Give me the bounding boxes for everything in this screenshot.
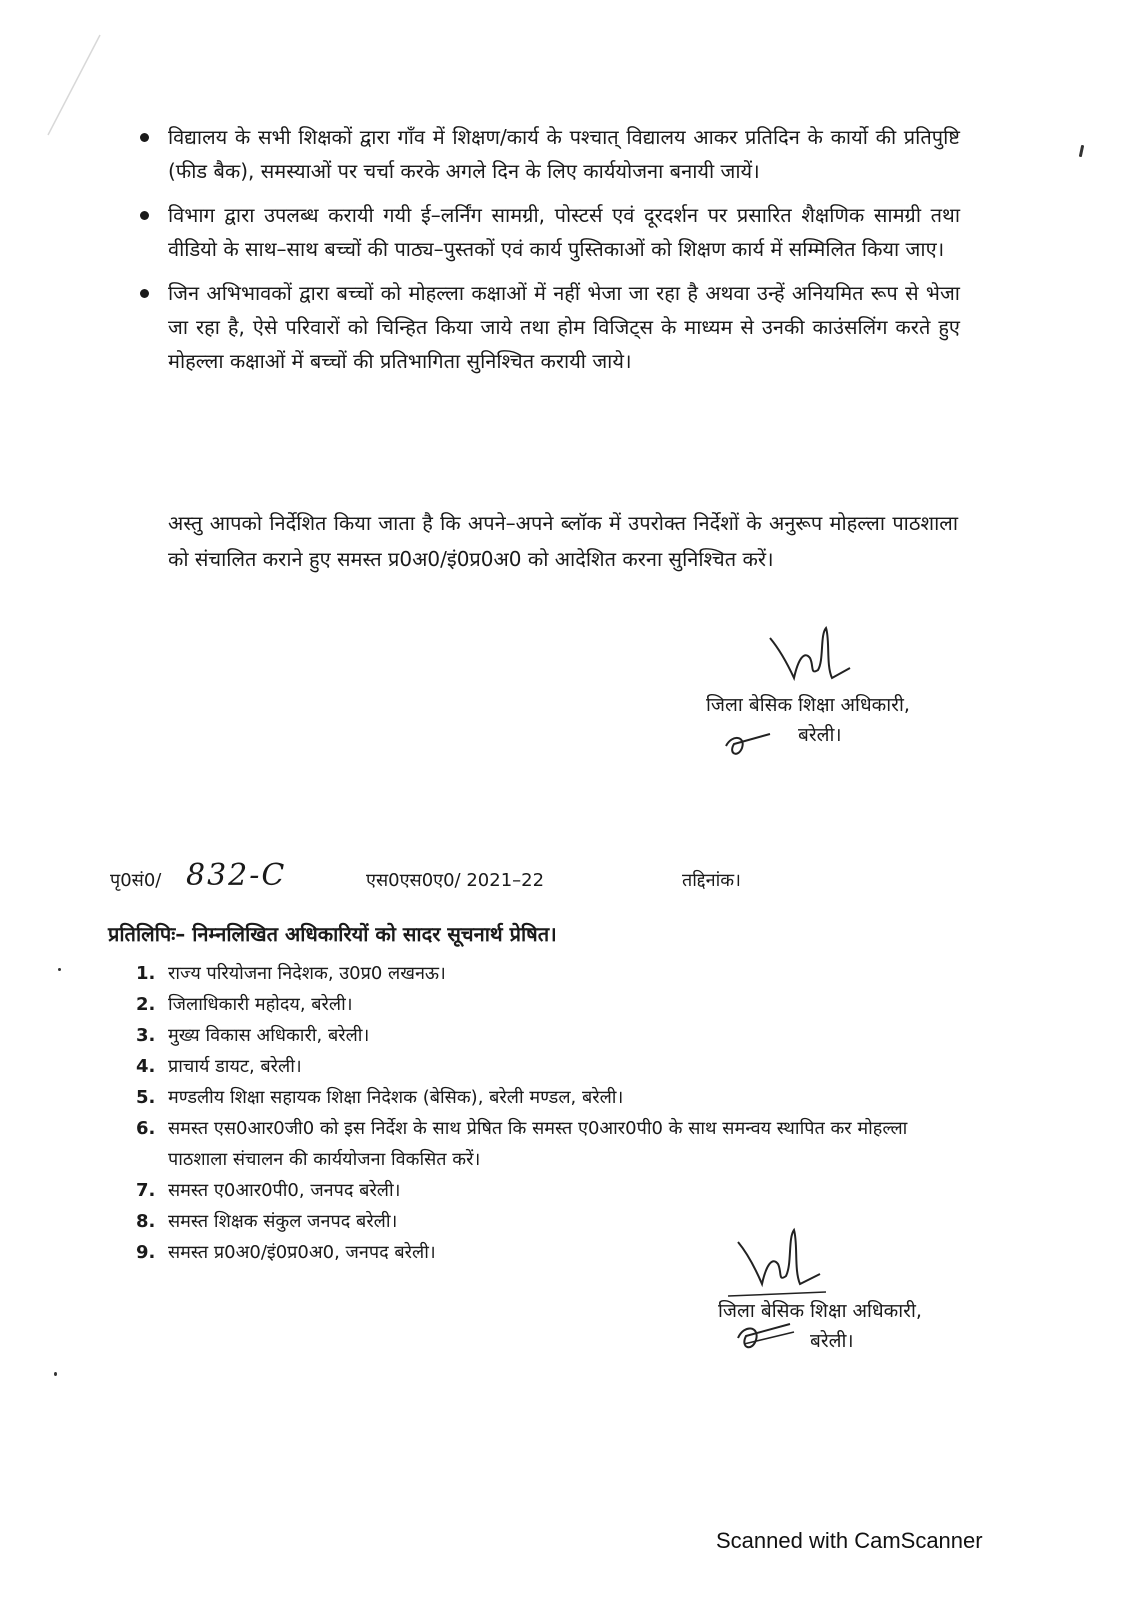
- signature-block: [706, 690, 910, 750]
- list-item: [136, 1113, 916, 1175]
- list-text: समस्त एस0आर0जी0 को इस निर्देश के साथ प्रेषित कि समस्त ए0आर0पी0 के साथ समन्वय स्थापित कर मोहल्ला पाठशाला संचालन की कार्ययोजना विकसित करें।: [168, 1118, 908, 1170]
- signature-scribble: [760, 620, 860, 690]
- list-text: प्राचार्य डायट, बरेली।: [168, 1056, 302, 1077]
- signatory-place: बरेली।: [798, 724, 842, 746]
- bullet-item: [140, 120, 960, 188]
- list-item: [136, 958, 916, 989]
- reference-date: तद्दिनांक।: [682, 870, 741, 891]
- reference-code: एस0एस0ए0/ 2021–22: [366, 870, 545, 891]
- directive-paragraph: अस्तु आपको निर्देशित किया जाता है कि अपने–अपने ब्लॉक में उपरोक्त निर्देशों के अनुरूप मोहल्ला पाठशाला को संचालित कराने हुए समस्त प्र0अ0/इं0प्र0अ0 को आदेशित करना सुनिश्चित करें।: [168, 511, 958, 571]
- reference-prefix: पृ0सं0/: [110, 870, 162, 891]
- scanner-watermark: Scanned with CamScanner: [716, 1528, 983, 1553]
- list-text: समस्त ए0आर0पी0, जनपद बरेली।: [168, 1180, 401, 1201]
- list-number: 7.: [136, 1180, 156, 1201]
- bullet-dot: [140, 211, 149, 220]
- list-text: समस्त शिक्षक संकुल जनपद बरेली।: [168, 1211, 398, 1232]
- signatory-title: जिला बेसिक शिक्षा अधिकारी,: [706, 694, 910, 716]
- scan-speck: [58, 968, 61, 971]
- list-text: राज्य परियोजना निदेशक, उ0प्र0 लखनऊ।: [168, 963, 446, 984]
- reference-row: [110, 858, 870, 902]
- list-item: [136, 1175, 916, 1206]
- scan-speck: [54, 1372, 57, 1376]
- list-item: [136, 989, 916, 1020]
- list-number: 6.: [136, 1118, 156, 1139]
- reference-number-handwritten: 832-C: [186, 858, 287, 893]
- signatory-title: जिला बेसिक शिक्षा अधिकारी,: [718, 1300, 922, 1322]
- list-number: 4.: [136, 1056, 156, 1077]
- scan-streak: [40, 30, 110, 140]
- bullet-item: [140, 276, 960, 378]
- bullet-text: विद्यालय के सभी शिक्षकों द्वारा गाँव में शिक्षण/कार्य के पश्चात् विद्यालय आकर प्रतिदिन के कार्यो की प्रतिपुष्टि (फीड बैक), समस्याओं पर चर्चा करके अगले दिन के लिए कार्ययोजना बनायी जायें।: [168, 125, 960, 183]
- bullet-text: जिन अभिभावकों द्वारा बच्चों को मोहल्ला कक्षाओं में नहीं भेजा जा रहा है अथवा उन्हें अनियमित रूप से भेजा जा रहा है, ऐसे परिवारों को चिन्हित किया जाये तथा होम विजिट्स के माध्यम से उनकी काउंसलिंग करते हुए मोहल्ला कक्षाओं में बच्चों की प्रतिभागिता सुनिश्चित करायी जाये।: [168, 281, 960, 373]
- list-text: समस्त प्र0अ0/इं0प्र0अ0, जनपद बरेली।: [168, 1242, 436, 1263]
- list-item: [136, 1051, 916, 1082]
- bullet-item: [140, 198, 960, 266]
- signature-scribble: [728, 1222, 828, 1302]
- signature-block: [718, 1296, 922, 1356]
- list-text: मुख्य विकास अधिकारी, बरेली।: [168, 1025, 370, 1046]
- scan-speck: [1079, 145, 1084, 157]
- list-number: 3.: [136, 1025, 156, 1046]
- list-number: 1.: [136, 963, 156, 984]
- list-item: [136, 1082, 916, 1113]
- list-number: 5.: [136, 1087, 156, 1108]
- bullet-text: विभाग द्वारा उपलब्ध करायी गयी ई–लर्निंग सामग्री, पोस्टर्स एवं दूरदर्शन पर प्रसारित शैक्षणिक सामग्री तथा वीडियो के साथ–साथ बच्चों की पाठ्य–पुस्तकों एवं कार्य पुस्तिकाओं को शिक्षण कार्य में सम्मिलित किया जाए।: [168, 203, 960, 261]
- list-number: 2.: [136, 994, 156, 1015]
- list-item: [136, 1020, 916, 1051]
- list-text: मण्डलीय शिक्षा सहायक शिक्षा निदेशक (बेसिक), बरेली मण्डल, बरेली।: [168, 1087, 624, 1108]
- bullet-dot: [140, 289, 149, 298]
- signatory-place: बरेली।: [810, 1330, 854, 1352]
- copy-heading: प्रतिलिपिः– निम्नलिखित अधिकारियों को सादर सूचनार्थ प्रेषित।: [108, 922, 557, 946]
- instruction-bullets: [140, 120, 960, 388]
- list-number: 9.: [136, 1242, 156, 1263]
- list-number: 8.: [136, 1211, 156, 1232]
- bullet-dot: [140, 133, 149, 142]
- list-text: जिलाधिकारी महोदय, बरेली।: [168, 994, 353, 1015]
